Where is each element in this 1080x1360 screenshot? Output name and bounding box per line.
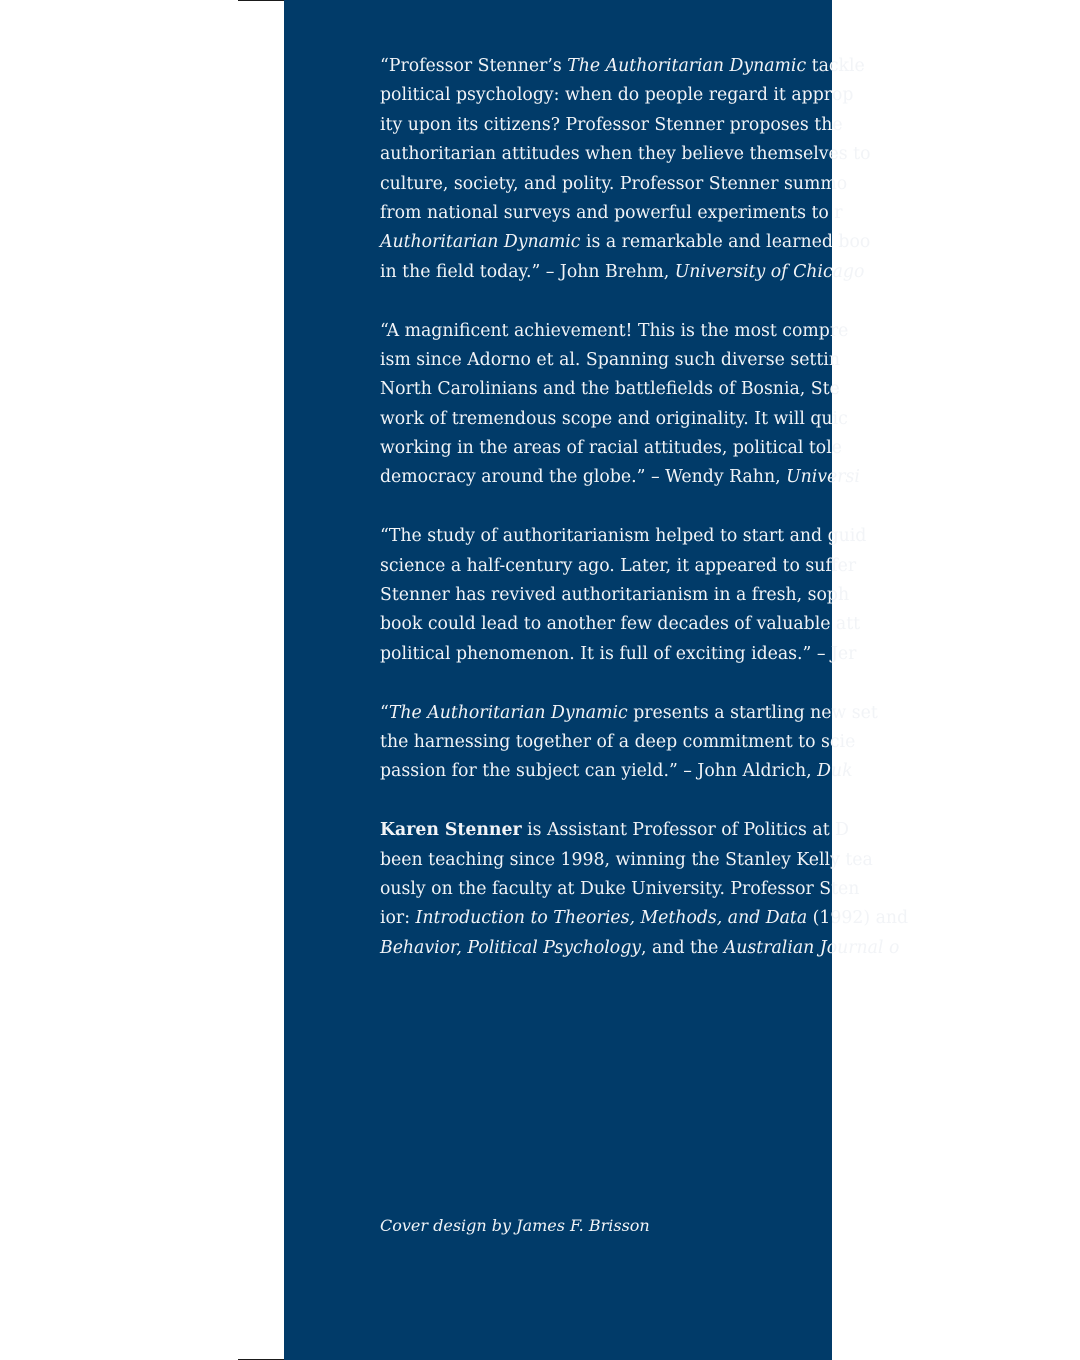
blurb-line: science a half-century ago. Later, it appeared to suffer	[380, 555, 857, 576]
blurb-attribution: passion for the subject can yield.” – John Aldrich, Duk	[380, 761, 853, 782]
blurb-line: work of tremendous scope and originality. It will quic	[380, 408, 848, 429]
blurb-line: Stenner has revived authoritarianism in a fresh, soph	[380, 585, 850, 606]
blurb-line: “The study of authoritarianism helped to start and guid	[380, 526, 867, 547]
author-name: Karen Stenner	[380, 820, 522, 841]
affiliation: Duk	[817, 761, 853, 782]
blurb-jer	[380, 522, 1080, 669]
affiliation: Universi	[786, 467, 860, 488]
affiliation: University of Chicago	[674, 261, 865, 282]
blurb-line: North Carolinians and the battlefields of Bosnia, Ste	[380, 379, 840, 400]
blurb-brehm	[380, 52, 1080, 287]
blurb-line: book could lead to another few decades of valuable att	[380, 614, 861, 635]
blurb-line: ism since Adorno et al. Spanning such diverse settin	[380, 349, 840, 370]
blurb-attribution: democracy around the globe.” – Wendy Rahn, Universi	[380, 467, 860, 488]
cover-design-credit: Cover design by James F. Brisson	[380, 1216, 650, 1235]
back-cover-text	[380, 52, 1080, 993]
blurb-line: Authoritarian Dynamic is a remarkable and learned boo	[380, 232, 871, 253]
book-title: The Authoritarian Dynamic	[388, 702, 628, 723]
bio-line: ously on the faculty at Duke University. Professor Sten	[380, 878, 860, 899]
author-bio	[380, 816, 1080, 963]
blurb-attribution: political phenomenon. It is full of exciting ideas.” – Jer	[380, 643, 857, 664]
blurb-line: from national surveys and powerful experiments to r	[380, 202, 843, 223]
bio-line: Karen Stenner is Assistant Professor of Politics at D	[380, 820, 850, 841]
back-cover-panel	[284, 0, 909, 1360]
journal-title: Australian Journal o	[723, 937, 900, 958]
blurb-line: the harnessing together of a deep commitment to scie	[380, 731, 856, 752]
blurb-line: authoritarian attitudes when they believe themselves to	[380, 144, 871, 165]
blurb-line: working in the areas of racial attitudes, political tole	[380, 438, 842, 459]
book-title: Introduction to Theories, Methods, and Data	[415, 908, 808, 929]
blurb-rahn	[380, 317, 1080, 493]
blurb-line: political psychology: when do people regard it approp	[380, 85, 854, 106]
blurb-aldrich	[380, 699, 1080, 787]
journal-title: Behavior, Political Psychology	[380, 937, 642, 958]
blurb-line: “A magnificent achievement! This is the most compre	[380, 320, 849, 341]
blurb-line: “The Authoritarian Dynamic presents a startling new set	[380, 702, 878, 723]
blurb-line: ity upon its citizens? Professor Stenner proposes the	[380, 114, 843, 135]
bio-line: been teaching since 1998, winning the Stanley Kelly tea	[380, 849, 873, 870]
blurb-attribution: in the field today.” – John Brehm, University of Chicago	[380, 261, 865, 282]
book-title: Authoritarian Dynamic	[380, 232, 581, 253]
blurb-line: culture, society, and polity. Professor Stenner summo	[380, 173, 848, 194]
bio-line: Behavior, Political Psychology, and the Australian Journal o	[380, 937, 900, 958]
trim-line-top	[238, 0, 284, 1]
book-title: The Authoritarian Dynamic	[567, 56, 807, 76]
bio-line: ior: Introduction to Theories, Methods, and Data (1992) and	[380, 908, 909, 929]
blurb-line: “Professor Stenner’s The Authoritarian Dynamic tackle	[380, 56, 865, 76]
